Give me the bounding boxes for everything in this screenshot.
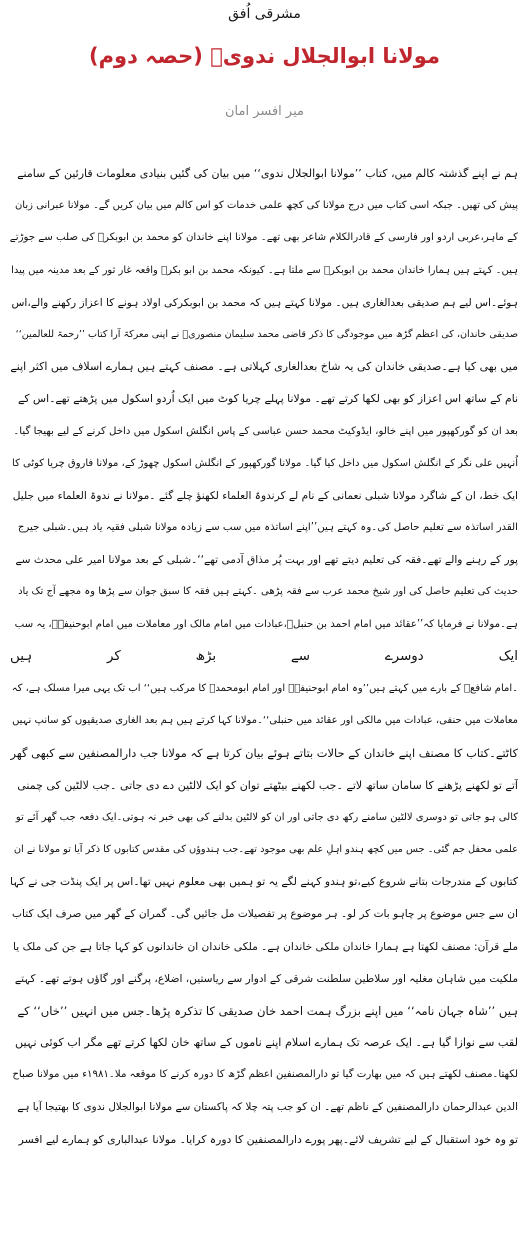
- article-line: علمی محفل جم گئی۔ جس میں کچھ ہندو اہلِ علم بھی موجود تھے۔جب ہندوؤں کی مقدس کتابوں کا ذکر آیا تو مولانا نے ان: [13, 843, 518, 855]
- article-line: الدین عبدالرحمان دارالمصنفین کے ناظم تھے۔ ان کو جب پتہ چلا کہ پاکستان سے مولانا ابوالجلال ندوی کا بھتیجا آیا ہے: [17, 1101, 518, 1114]
- article-line: ہیں۔ کہتے ہیں ہمارا خاندان محمد بن ابوبکرؓ سے ملتا ہے۔ کیونکہ محمد بن ابو بکرؓ واقعہ غار ثور کے بعد مدینہ میں پیدا: [11, 264, 518, 276]
- article-line: لکھتا۔مصنف لکھتے ہیں کہ میں بھارت گیا تو دارالمصنفین اعظم گڑھ کا دورہ کرنے کا موقعہ ملا۔۱۹۸۱ء میں مولانا صباح: [12, 1069, 518, 1081]
- article-line: نام کے ساتھ اس اعزاز کو بھی لکھا کرتے تھے۔ مولانا پہلے چریا کوٹ میں ایک اُردو اسکول میں پڑھتے تھے۔اس کے: [18, 392, 518, 406]
- article-word: کر: [106, 648, 121, 664]
- article-line: حدیث کی تعلیم حاصل کی اور شیخ محمد عرب سے فقہ پڑھی ۔کہتے ہیں فقہ کا سبق جوان سے پڑھا وہ مجھے آج تک یاد: [18, 586, 518, 598]
- article-line: معاملات میں حنفی، عبادات میں مالکی اور عقائد میں حنبلی‘‘۔مولانا کہا کرتے ہیں ہم بعد الغاری صدیقیوں کو سانپ نہیں: [12, 715, 518, 727]
- article-headline: مولانا ابوالجلال ندویؒ (حصہ دوم): [89, 44, 440, 68]
- article-word: ایک: [498, 648, 518, 664]
- article-line: ہیں ’’شاہ جہان نامہ‘‘ میں اپنے بزرگ ہمت احمد خان صدیقی کا تذکرہ پڑھا۔جس میں انہیں ’’خاں‘‘ کے: [17, 1003, 518, 1018]
- article-line: ہم نے اپنے گذشتہ کالم میں، کتاب ’’مولانا ابوالجلال ندوی‘‘ میں بیان کی گئیں بنیادی معلومات قارئین کے سامنے: [17, 167, 518, 180]
- article-line: ۔امام شافعؒ کے بارے میں کہتے ہیں’’وہ امام ابوحنیفہؒ اور امام ابومحمدؒ کا مرکب ہیں‘‘ اب تک یہی میرا مسلک ہے، کہ: [11, 683, 518, 694]
- article-word: بڑھ: [195, 648, 217, 664]
- column-kicker: مشرقی اُفق: [228, 6, 301, 22]
- author-byline: میر افسر امان: [224, 104, 304, 119]
- article-body: [10, 158, 518, 1156]
- article-line: ہے۔مولانا نے فرمایا کہ’’عقائد میں امام احمد بن حنبلؒ،عبادات میں امام مالک اور معاملات میں امام ابوحنیفہؒ، یہ سب: [14, 618, 518, 630]
- article-line: پور کے رہنے والے تھے۔فقہ کی تعلیم دیتے تھے اور بہت پُر مذاق آدمی تھے‘‘۔شبلی کے بعد مولانا امیر علی محدث سے: [15, 554, 518, 567]
- article-word: ہیں: [10, 648, 33, 664]
- article-line: لقب سے نوازا گیا ہے۔ ایک عرصہ تک ہمارے اسلام اپنے ناموں کے ساتھ خان لکھا کرتے تھے مگر اب کوئی نہیں: [15, 1036, 518, 1050]
- article-line: ملے قرآن: مصنف لکھتا ہے ہمارا خاندان ملکی خاندان ہے۔ ملکی خاندان ان خاندانوں کو کہا جاتا ہے جن کی ملک یا: [13, 940, 518, 953]
- article-line: [10, 641, 518, 673]
- article-line: کاٹتے۔کتاب کا مصنف اپنے خاندان کے حالات بتاتے ہوئے بیان کرتا ہے کہ مولانا جب دارالمصنفین سے کبھی گھر: [10, 746, 518, 761]
- article-line: ان سے جس موضوع پر چاہو بات کر لو۔ ہر موضوع پر تفصیلات مل جائیں گی۔ گمران کے گھر میں صرف ایک کتاب: [12, 908, 518, 921]
- article-line: صدیقی خاندان، کی اعظم گڑھ میں موجودگی کا ذکر قاضی محمد سلیمان منصوریؒ نے اپنی معرکۃ آرا کتاب ’’رحمۃ للعالمین‘‘: [15, 328, 518, 340]
- article-line: القدر اساتذہ سے تعلیم حاصل کی۔وہ کہتے ہیں’’اپنے اساتذہ میں سب سے زیادہ مولانا شبلی فقیہ یاد ہیں۔شبلی جیرج: [17, 522, 518, 534]
- article-line: ہوئے۔اس لیے ہم صدیقی بعدالغاری ہیں۔ مولانا کہتے ہیں کہ محمد بن ابوبکرکی اولاد ہونے کا اعزاز رکھنے والے،اس: [11, 296, 518, 309]
- article-line: آتے تو لکھنے پڑھنے کا سامان ساتھ لاتے ۔جب لکھنے بیٹھتے توان کو ایک لالٹین دے دی جاتی ۔جب لالٹین کی چمنی: [17, 778, 518, 792]
- article-word: سے: [290, 648, 310, 664]
- article-line: ملکیت میں شاہان مغلیہ اور سلاطین سلطنت شرقی کے ادوار سے ریاستیں، اضلاع، پرگنے اور گاؤں ہوتے تھے۔ کہتے: [14, 972, 518, 985]
- article-line: ایک خط، ان کے شاگرد مولانا شبلی نعمانی کے نام لے کرندوۃ العلماء لکھنؤ چلے گئے ۔مولانا نے ندوۃ العلماء میں جلیل: [12, 489, 518, 502]
- article-line: کالی ہو جاتی تو دوسری لالٹین سامنے رکھ دی جاتی اور ان کو لالٹین بدلنے کی بھی خبر نہ ہوتی۔ایک دفعہ جب گھر آئے تو: [15, 811, 518, 823]
- article-word: دوسرے: [384, 648, 424, 664]
- article-line: تو وہ خود استقبال کے لیے تشریف لائے۔پھر پورے دارالمصنفین کا دورہ کرایا۔ مولانا عبدالباری کو ہمارے لیے افسر: [18, 1132, 518, 1146]
- article-line: اُنہیں علی نگر کے انگلش اسکول میں داخل کیا گیا۔ مولانا گورکھپور کے انگلش اسکول چھوڑ کے، مولانا فاروق چریا کوٹی کا: [12, 457, 518, 469]
- article-line: پیش کی تھیں۔ جبکہ اسی کتاب میں درج مولانا کی کچھ علمی خدمات کو اس کالم میں بیان کریں گے۔ مولانا عبرانی زبان: [14, 200, 518, 212]
- article-line: میں بھی کیا ہے۔صدیقی خاندان کی یہ شاخ بعدالغاری کہلاتی ہے۔ مصنف کہتے ہیں ہمارے اسلاف میں اکثر اپنے: [10, 360, 518, 374]
- article-line: بعد ان کو گورکھپور میں اپنے خالو، ایڈوکیٹ محمد حسن عباسی کے پاس انگلش اسکول میں داخل کرنے کے لیے بھیجا گیا۔: [13, 425, 518, 437]
- article-line: کے ماہر،عربی اردو اور فارسی کے قادرالکلام شاعر بھی تھے۔ مولانا اپنے خاندان کو محمد بن ابوبکرؓ کی صلب سے جوڑتے: [10, 232, 518, 244]
- article-line: کتابوں کے مندرجات بتانے شروع کیے،تو ہندو کہنے لگے یہ تو ہمیں بھی معلوم نہیں تھا۔اس پر ایک پنڈت جی نے کہا: [10, 875, 518, 889]
